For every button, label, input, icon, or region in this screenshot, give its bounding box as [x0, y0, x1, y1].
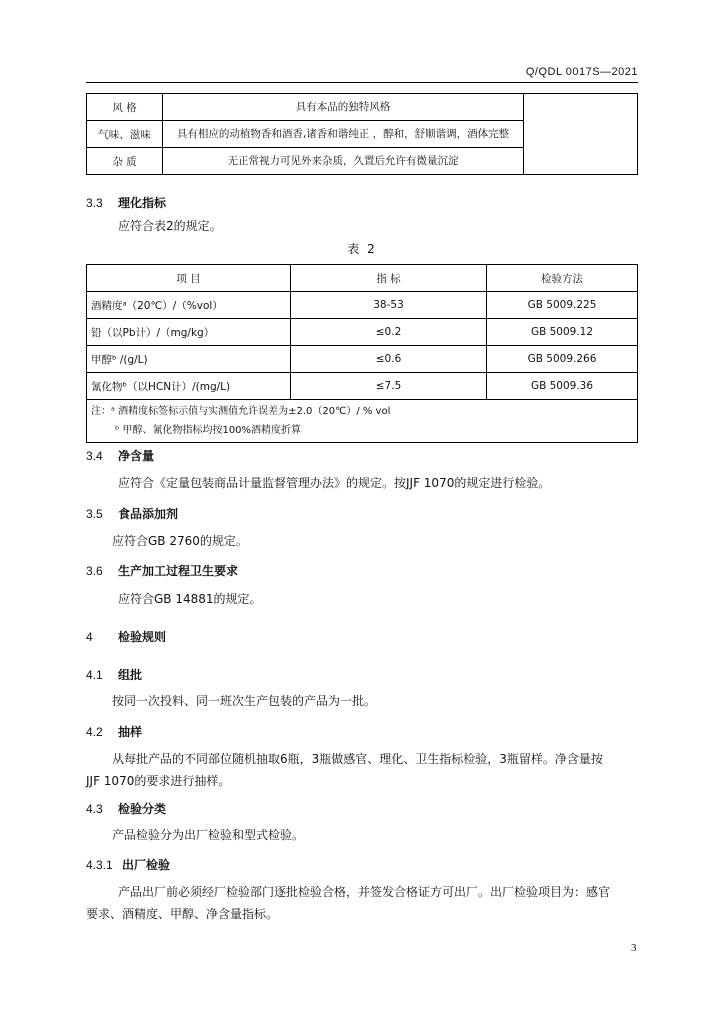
empty-cell: [524, 94, 638, 175]
method-cell: GB 5009.12: [487, 319, 638, 346]
table-row: [87, 94, 638, 121]
indicator-cell: ≤0.6: [291, 346, 487, 373]
item-cell: 氰化物ᵇ（以HCN计）/(mg/L): [87, 373, 291, 400]
method-cell: GB 5009.266: [487, 346, 638, 373]
table-note: [87, 400, 638, 443]
section-number: 4: [86, 630, 93, 644]
table-row: [87, 373, 638, 400]
item-requirement: 具有本品的独特风格: [163, 94, 524, 121]
method-cell: GB 5009.36: [487, 373, 638, 400]
section-heading: [86, 194, 166, 211]
column-header: 检验方法: [487, 265, 638, 292]
paragraph: 按同一次投料、同一班次生产包装的产品为一批。: [112, 694, 377, 708]
item-requirement: 无正常视力可见外来杂质，久置后允许有微量沉淀: [163, 148, 524, 175]
paragraph: 从每批产品的不同部位随机抽取6瓶，3瓶做感官、理化、卫生指标检验，3瓶留样。净含量按: [112, 752, 603, 766]
paragraph: 应符合GB 2760的规定。: [112, 534, 248, 548]
header-rule: [86, 82, 638, 83]
item-cell: 甲醇ᵇ /(g/L): [87, 346, 291, 373]
paragraph: 要求、酒精度、甲醇、净含量指标。: [86, 907, 279, 921]
table-row: [87, 292, 638, 319]
item-requirement: 具有相应的动植物香和酒香,诸香和谐纯正 ，醇和，舒顺谐调，酒体完整: [163, 121, 524, 148]
paragraph: JJF 1070的要求进行抽样。: [86, 774, 231, 788]
paragraph: 应符合GB 14881的规定。: [118, 592, 262, 606]
document-code: Q/QDL 0017S—2021: [525, 66, 638, 78]
chapter-heading: [86, 628, 166, 645]
section-title: 理化指标: [118, 196, 167, 210]
column-header: 指 标: [291, 265, 487, 292]
section-heading: [86, 800, 166, 817]
section-title: 净含量: [118, 449, 155, 463]
section-heading: [86, 505, 178, 522]
section-title: 检验分类: [118, 802, 167, 816]
section-heading: [86, 666, 142, 683]
paragraph: 应符合表2的规定。: [118, 219, 222, 233]
page-number: 3: [631, 942, 637, 954]
section-heading: [86, 856, 170, 873]
section-title: 食品添加剂: [118, 507, 179, 521]
section-number: 4.1: [86, 668, 103, 682]
section-title: 生产加工过程卫生要求: [118, 564, 239, 578]
table-row: [87, 346, 638, 373]
section-number: 4.3: [86, 802, 103, 816]
item-cell: 酒精度ᵃ（20℃）/（%vol）: [87, 292, 291, 319]
method-cell: GB 5009.225: [487, 292, 638, 319]
section-number: 3.5: [86, 507, 103, 521]
item-cell: 铅（以Pb计）/（mg/kg）: [87, 319, 291, 346]
paragraph: 应符合《定量包装商品计量监督管理办法》的规定。按JJF 1070的规定进行检验。: [118, 476, 551, 490]
sensory-requirements-table: [86, 93, 638, 175]
section-heading: [86, 447, 154, 464]
note-line: ᵇ 甲醇、氰化物指标均按100%酒精度折算: [115, 425, 302, 436]
indicator-cell: ≤0.2: [291, 319, 487, 346]
paragraph: 产品检验分为出厂检验和型式检验。: [112, 828, 305, 842]
item-name: 气味、滋味: [87, 121, 163, 148]
section-title: 抽样: [118, 725, 143, 739]
physicochemical-table: [86, 264, 638, 443]
table-caption: 表 2: [347, 242, 377, 256]
section-title: 出厂检验: [122, 858, 171, 872]
table-header-row: [87, 265, 638, 292]
note-line: 注：ᵃ 酒精度标签标示值与实测值允许误差为±2.0（20℃）/ % vol: [91, 406, 391, 417]
indicator-cell: ≤7.5: [291, 373, 487, 400]
section-heading: [86, 562, 238, 579]
section-number: 3.6: [86, 564, 103, 578]
item-name: 风 格: [87, 94, 163, 121]
section-number: 4.3.1: [86, 858, 113, 872]
item-name: 杂 质: [87, 148, 163, 175]
section-title: 检验规则: [118, 630, 167, 644]
column-header: 项 目: [87, 265, 291, 292]
table-row: [87, 319, 638, 346]
section-number: 3.4: [86, 449, 103, 463]
section-title: 组批: [118, 668, 143, 682]
section-number: 4.2: [86, 725, 103, 739]
paragraph: 产品出厂前必须经厂检验部门逐批检验合格，并签发合格证方可出厂。出厂检验项目为：感官: [118, 885, 611, 899]
table-note-row: [87, 400, 638, 443]
section-number: 3.3: [86, 196, 103, 210]
indicator-cell: 38-53: [291, 292, 487, 319]
section-heading: [86, 723, 142, 740]
